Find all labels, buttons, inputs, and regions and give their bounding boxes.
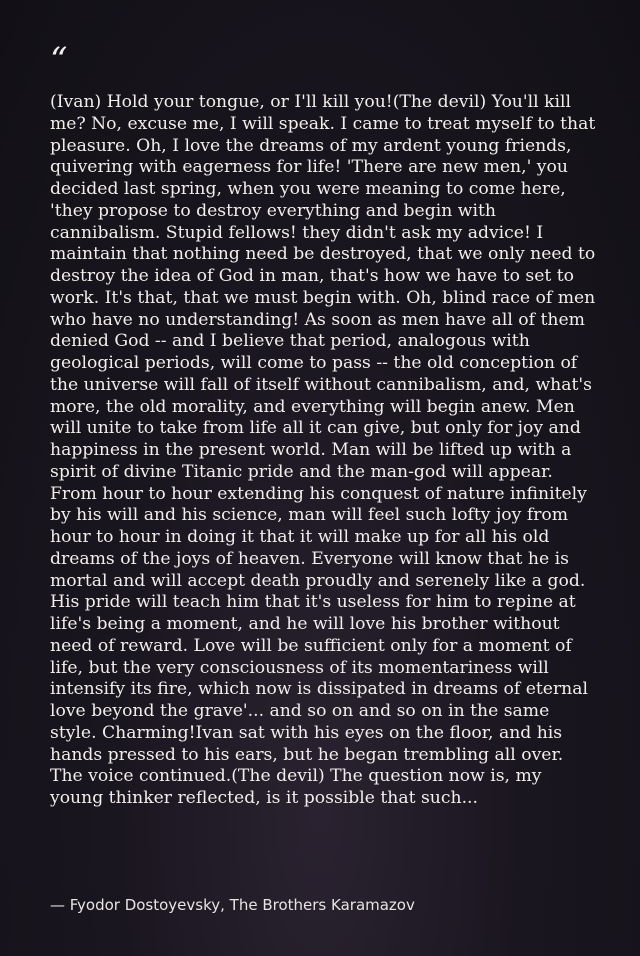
quote-card bbox=[50, 40, 598, 810]
quote-attribution: — Fyodor Dostoyevsky, The Brothers Karamazov bbox=[50, 896, 415, 914]
quote-text: (Ivan) Hold your tongue, or I'll kill you!(The devil) You'll kill me? No, excuse me, I will speak. I came to treat myself to that pleasure. Oh, I love the dreams of my ardent young friends, quivering with eagerness for life! 'There are new men,' you decided last spring, when you were meaning to come here, 'they propose to destroy everything and begin with cannibalism. Stupid fellows! they didn't ask my advice! I maintain that nothing need be destroyed, that we only need to destroy the idea of God in man, that's how we have to set to work. It's that, that we must begin with. Oh, blind race of men who have no understanding! As soon as men have all of them denied God -- and I believe that period, analogous with geological periods, will come to pass -- the old conception of the universe will fall of itself without cannibalism, and, what's more, the old morality, and everything will begin anew. Men will unite to take from life all it can give, but only for joy and happiness in the present world. Man will be lifted up with a spirit of divine Titanic pride and the man-god will appear. From hour to hour extending his conquest of nature infinitely by his will and his science, man will feel such lofty joy from hour to hour in doing it that it will make up for all his old dreams of the joys of heaven. Everyone will know that he is mortal and will accept death proudly and serenely like a god. His pride will teach him that it's useless for him to repine at life's being a moment, and he will love his brother without need of reward. Love will be sufficient only for a moment of life, but the very consciousness of its momentariness will intensify its fire, which now is dissipated in dreams of eternal love beyond the grave'... and so on and so on in the same style. Charming!Ivan sat with his eyes on the floor, and his hands pressed to his ears, but he began trembling all over. The voice continued.(The devil) The question now is, my young thinker reflected, is it possible that such... bbox=[50, 92, 596, 808]
quote-mark-icon: “ bbox=[50, 40, 68, 80]
